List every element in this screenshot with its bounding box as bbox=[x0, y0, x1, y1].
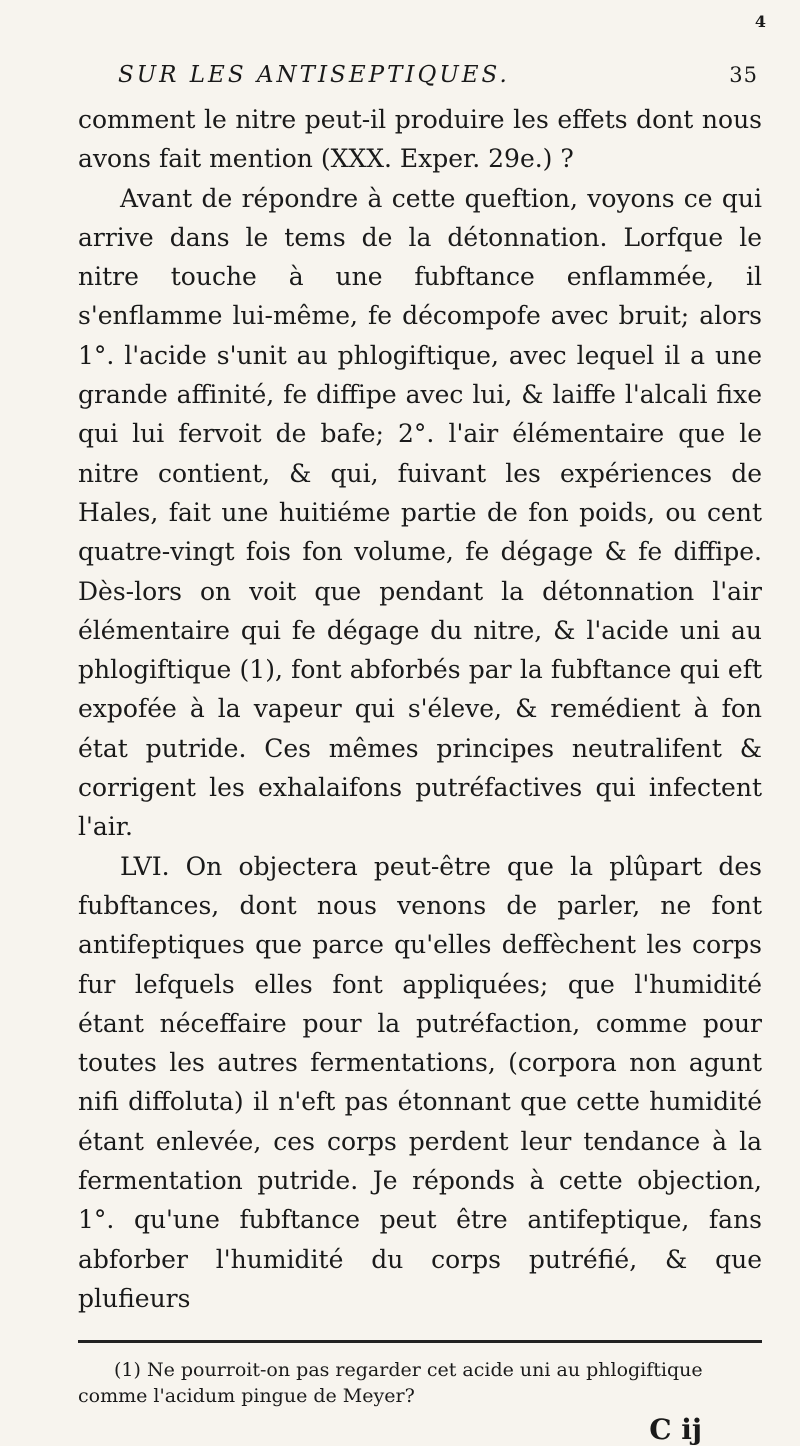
footnote-rule bbox=[78, 1340, 762, 1343]
paragraph-section-lvi: LVI. On objectera peut-être que la plûpart des fubftances, dont nous venons de parler, ne font antifeptiques que parce qu'elles deffèchent les corps fur lefquels elles font appliquées; que l'humidité étant néceffaire pour la putréfaction, comme pour toutes les autres fermentations, (corpora non agunt nifi diffoluta) il n'eft pas étonnant que cette humidité étant enlevée, ces corps perdent leur tendance à la fermentation putride. Je réponds à cette objection, 1°. qu'une fubftance peut être antifeptique, fans abforber l'humidité du corps putréfié, & que plufieurs bbox=[78, 851, 762, 1313]
paragraph-detonation: Avant de répondre à cette queftion, voyons ce qui arrive dans le tems de la détonnation. Lorfque le nitre touche à une fubftance enflammée, il s'enflamme lui-même, fe décompofe avec bruit; alors 1°. l'acide s'unit au phlogiftique, avec lequel il a une grande affinité, fe diffipe avec lui, & laiffe l'alcali fixe qui lui fervoit de bafe; 2°. l'air élémentaire que le nitre contient, & qui, fuivant les expériences de Hales, fait une huitiéme partie de fon poids, ou cent quatre-vingt fois fon volume, fe dégage & fe diffipe. Dès-lors on voit que pendant la détonnation l'air élémentaire qui fe dégage du nitre, & l'acide uni au phlogiftique (1), font abforbés par la fubftance qui eft expofée à la vapeur qui s'éleve, & remédient à fon état putride. Ces mêmes principes neutralifent & corrigent les exhalaifons putréfactives qui infectent l'air. bbox=[78, 183, 762, 842]
paragraph-continuation: comment le nitre peut-il produire les effets dont nous avons fait mention (XXX. Exper. 29e.) ? bbox=[78, 105, 762, 174]
footnote: (1) Ne pourroit-on pas regarder cet acide uni au phlogiftique comme l'acidum pingue de Meyer? bbox=[78, 1359, 703, 1408]
page-mark: 4 bbox=[754, 12, 766, 31]
signature-mark: C ij bbox=[649, 1413, 702, 1446]
running-title: SUR LES ANTISEPTIQUES. bbox=[118, 62, 510, 88]
page-number: 35 bbox=[729, 63, 758, 87]
running-head bbox=[78, 62, 762, 88]
book-page bbox=[78, 62, 762, 1446]
body-text bbox=[78, 100, 762, 1318]
